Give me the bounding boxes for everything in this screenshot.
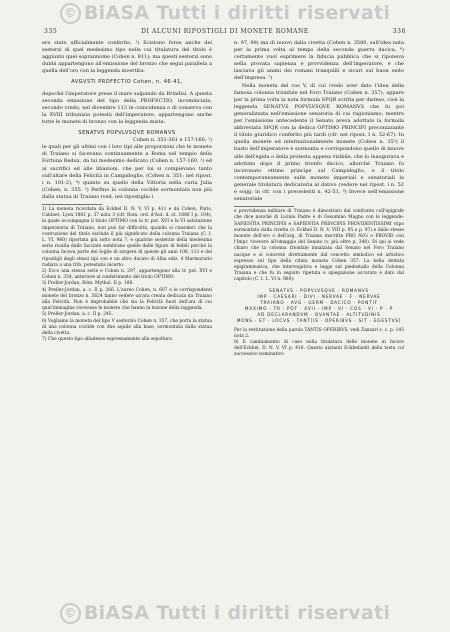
inscription: SENATVS · POPVLVSQVE · ROMANVS IMP · CAESARI · DIVI · NERVAE · F · NERVAE TRAIANO · AVG · GERM · DACICO · PONTIF MAXIMO · TR · POT · XVII · IMP · VI · COS · VI · P · P AD DECLARANDVM · QVANTAE · ALTITVDINIS MONS · ET · LOCVS · TANT[IS · OPERIBVS · SIT · EGESTVS] — [236, 287, 402, 323]
paragraph: dopoché l'imperatore prese il mare salpando da Brindisi. A questa seconda emissione del tipo della PROFECTIO, incominciata, secondo credo, nel dicembre 113 in coincidenza o di conserva con la XVIII tribunizia potestà dell'imperatore, appartengono anche tutte le monete di bronzo con la leggenda mista: — [42, 90, 212, 125]
page-number-left: 335 — [44, 28, 58, 35]
coin-reference: Cohen n. 351-361 e 157-160, ²) — [132, 137, 212, 144]
paragraph: Nella moneta del cos V, dì cui credo aver dato l'idea della famosa colonna trionfale nel Foro Traiano (Cohen n. 357), appare per la prima volta la nota formula SPQR scritta per disteso, cioè la leggenda SENATVS POPVLVSQVE ROMANVS che fu poi generalizzata nell'emissione senatoria di cui ragioniamo; mentre per l'emissione antecedente il Senato aveva adottato la formula abbreviata SPQR con la dedica OPTIMO PRINCIPI preconizzante il titolo giuridico conferito più tardi (cfr. nel ripost. I n. 52-67). In quella monete ed internazionalmente monete (Cohen n. 35³) il busto dell'imperatore è sormonta e corrispondono quello di muove alle dell'egida o della protesta appena visibile, che lo inaugurava e adottato dopo il primo trionfo dacico, allorché Traiano fu incoronato ottimo principe sul Campidoglio, e il titolo contemporaneamente sulle monete imperiali e senatoriali la generale titolatura dedicatoria al dativo (vedere nel ripost. i n. 52 e sogg. in cfr. con i precedenti n. 42-51. ⁸) Invece nell'emissione senatoriale — [234, 82, 404, 203]
coin-legend: AVGVSTI PROFECTIO Cohen, n. 46-41, — [71, 79, 183, 86]
footnotes-end: Per la restituzione della parola TANTIS OPERIBVS, vedi Zanzari s. c. p. 145 nota 2. 8) Il cambiamento di caso nella titulatura delle monete in favore dell'Eckhel, D. N. V. VI p. 416. Questo aiutanti Eckhelianti della testa col successivo nominativo — [234, 327, 404, 358]
left-column — [42, 40, 212, 343]
header-title: DI ALCUNI RIPOSTIGLI DI MONETE ROMANE — [141, 28, 309, 35]
coin-legend: SENATVS POPVLVSQVE ROMANVS — [78, 130, 176, 137]
footnote-divider — [234, 206, 294, 207]
footnotes: 1) La moneta ricordata da Eckhel D. N. V. VI p. 411 e da Cohen, Paris, Cabinet, Lyon 1881 p. 37 nota 3 (cfr. Rom. ord. d'Aut. d. st. 1886 I p. 104), la quale accompagna il titolo OPTIMO con la tr. pot. XVI e la VI salutazione imperatoria di Traiano, non può far difficoltà, quando si consideri che la costruzione del titolo esclude il più significato della colonna Traiana (C. I. L. VI, 960) riportata più sotto nota 7, e qualche sesterzio della medesima serie risulta dalle facciate sembrano quelle delle figure di fedeli perché la colonna faceva parte dei foglie di sorgere di queste gli anni 108, 113 e dei ripostigli degli stessi tipi con e un altro ducato di Alba ediz. 4 Marmorario radiata a una trib. potestatis incerto. 2) Ecco una stessa serie e Cohen n. 297, appartengono alla tr. pot. XVI e Cohen n. 354, anteriore al conferimento del titolo OPTIMO. 3) Preller-Jordan, Röm. Mythol. II p. 188. 4) Preller-Jordan, a. c. II p. 266. L'aureo Cohen, n. 607 e le corrispondenti monete del bronzo n. 5624 fanno vedere un'ara creata dedicata da Traiano alla Felicità. Non è improbabile che sia la Felicità fuori dell'ara di cui qual'immagine ricevesse le monete che hanno la lezione della leggenda. 5) Preller-Jordan, a. c. II p. 245. 6) Vogliamo la moneta del tipo V sesterzio Cohen n. 357, che porta la statua di una colonna coclide con due aquile alla base, sormontata dalla statua della civetta. 7) Che questo tipo alludesse espressamente alla sepoltura — [42, 206, 212, 343]
copyright-icon: © — [60, 603, 81, 624]
footnote-divider — [42, 204, 102, 205]
paragraph: era stato ufficialmente conferito. ¹) Ecistono forse anche dei sesterzi di quel medesimo tipo nella cui titulatura del titolo è aggiunto quel soprannome (Cohen n. 811); ma questi sesterzi sono dubbi appartengono all'emissione del bronzo che segui parallela a quella dell'oro con la leggenda invertita: — [42, 40, 212, 75]
right-column — [234, 40, 404, 359]
paragraph: n. 97, 98) ma di nuovo dalla civetta (Cohen n. 3580, sull'idea nata per la prima volta al tempo della seconda guerra dacica, ⁶) certamente vuol esprimere la fiducia pubblica che si riponeva nella provata sapienza e provvidenza dell'imperatore, e che lasciava gli animi dei romani tranquilli e sicuri sul buon esito dell'impresa. ⁷) — [234, 40, 404, 82]
watermark-bottom: © BiASA Tutti i diritti riservati — [0, 602, 450, 624]
watermark-top: © BiASA Tutti i diritti riservati — [0, 2, 450, 24]
paragraph: le quali per gli ultimi con i loro tipi alle proporzioni che le monete di Traiano si facevano continuamente a Roma nel tempio della Fortuna Redux, da lui medesimo dedicato (Cohen n. 157-160, ³) ed ai sacrifici ed alle libazioni, che per lui si compievano tanto sull'altare della Felicità in Campidoglio, (Cohen n. 351; nel ripost. i n. 101-2), ⁴) quanto su quello della Vittoria nella curia Julia (Cohen, n. 355. ⁵) Perfino la colonna coclide sormontata non più dalla statua di Traiano (ved. nel ripostiglio i — [42, 144, 212, 200]
footnotes: e provvidenza militare di Traiano è dimostrato dal confronto coll'epigrafe che dice nonché di Licinio Padre e di Ossumino Magno con le leggende: SAPIENTIA PRINCIPIS e SAPIENTIA PRINCIPIS PROVIDENTISSIMI (tipo sormontato dalla civetta (v. Eckhel D. N. V. VIII p. 95 e p. 97) e dalle stesse monete dell'oro o dell'arg. di Traiano inscritte PRO AVG o PROVID con l'Impr. ricevere all'omaggio del Senato (v. più oltre p. 348). Di qui si vede chiaro che la colonna trionfale innalzata dal Senato nel Foro Traiano nacque e si concretò direttamente dal concetto simbolico ed artistico espresso sul tipo della citata moneta Cohen 357. La bella dettata epigrammatica, che interrogativa e legge sul piedestallo della Colonna Traiana e che fu in seguito ripetuta e spiegazione accurata è dato dal capitolo (C. I. L. VI n. 960): — [234, 209, 404, 283]
page-number-right: 336 — [392, 28, 406, 35]
running-header — [44, 28, 406, 35]
copyright-icon: © — [60, 3, 81, 24]
